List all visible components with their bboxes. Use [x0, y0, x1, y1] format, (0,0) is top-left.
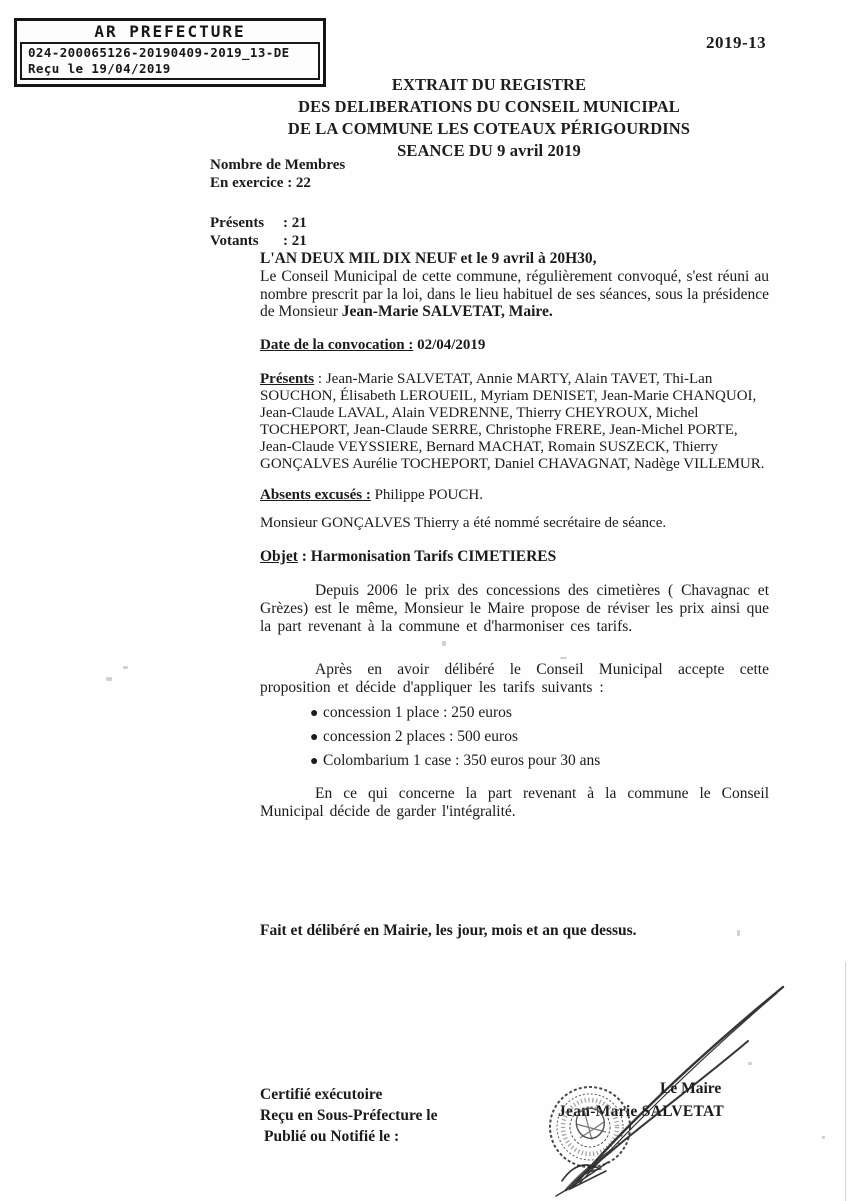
prefecture-stamp-date: Reçu le 19/04/2019	[28, 60, 171, 76]
scan-artifact	[106, 677, 112, 681]
opening-date-line: L'AN DEUX MIL DIX NEUF et le 9 avril à 20H30,	[260, 250, 597, 267]
tariff-item-text: concession 2 places : 500 euros	[323, 728, 518, 745]
subject-text: : Harmonisation Tarifs CIMETIERES	[297, 548, 557, 565]
tariff-item	[310, 701, 600, 725]
subject-label: Objet	[260, 548, 298, 565]
presents-count-value: : 21	[283, 215, 307, 231]
signature-title: Le Maire	[660, 1080, 722, 1097]
presents-count-label: Présents	[210, 215, 265, 231]
prefecture-stamp-title: AR PREFECTURE	[94, 22, 246, 41]
round-seal-stamp	[550, 1087, 630, 1167]
presents-names: : Jean-Marie SALVETAT, Annie MARTY, Alain TAVET, Thi-Lan SOUCHON, Élisabeth LEROUEIL, Myriam DENISET, Jean-Marie CHANQUOI, Jean-Claude LAVAL, Alain VEDRENNE, Thierry CHEYROUX, Michel TOCHEPORT, Jean-Claude SERRE, Christophe FRERE, Jean-Michel PORTE, Jean-Claude VEYSSIERE, Bernard MACHAT, Romain SUSZECK, Thierry GONÇALVES Aurélie TOCHEPORT, Daniel CHAVAGNAT, Nadège VILLEMUR.	[260, 371, 765, 472]
opening-mayor-name: Jean-Marie SALVETAT, Maire.	[341, 303, 553, 321]
scan-artifact	[822, 1136, 825, 1139]
members-votants	[210, 232, 345, 250]
tariff-item	[310, 749, 600, 773]
absents-label: Absents excusés :	[260, 487, 371, 503]
convocation-line	[260, 337, 769, 355]
body-paragraph-1: Depuis 2006 le prix des concessions des cimetières ( Chavagnac et Grèzes) est le même, Monsieur le Maire propose de réviser les prix ainsi que la part revenant à la commune et d'harmoniser ces tarifs.	[260, 582, 769, 635]
scan-artifact	[737, 930, 740, 936]
votants-count-label: Votants	[210, 233, 259, 249]
certified-line: Certifié exécutoire	[260, 1086, 383, 1103]
body-paragraph-2: Après en avoir délibéré le Conseil Municipal accepte cette proposition et décide d'appliquer les tarifs suivants :	[260, 661, 769, 696]
convocation-label: Date de la convocation :	[260, 337, 414, 353]
title-line-4: SEANCE DU 9 avril 2019	[397, 141, 581, 160]
bullet-icon: ●	[310, 754, 319, 769]
document-title	[236, 74, 742, 162]
scan-artifact	[123, 666, 128, 669]
bullet-icon: ●	[310, 730, 319, 745]
members-presents	[210, 214, 345, 232]
tariff-item	[310, 725, 600, 749]
body-paragraph-3: En ce qui concerne la part revenant à la commune le Conseil Municipal décide de garder l'intégralité.	[260, 785, 769, 820]
members-en-exercice: En exercice : 22	[210, 175, 311, 191]
title-line-2: DES DELIBERATIONS DU CONSEIL MUNICIPAL	[298, 97, 680, 116]
subject-line	[260, 548, 769, 566]
signature-name: Jean-Marie SALVETAT	[558, 1103, 725, 1120]
scan-artifact	[560, 657, 567, 659]
scan-artifact	[748, 1062, 752, 1065]
certified-line: Reçu en Sous-Préfecture le	[260, 1107, 438, 1124]
convocation-date: 02/04/2019	[417, 337, 486, 353]
presents-list-paragraph	[260, 371, 769, 473]
certification-block	[260, 1084, 437, 1147]
tariff-item-text: concession 1 place : 250 euros	[323, 704, 512, 721]
prefecture-stamp-code: 024-200065126-20190409-2019_13-DE	[28, 45, 290, 60]
bullet-icon: ●	[310, 706, 319, 721]
presents-label: Présents	[260, 371, 315, 387]
closing-line: Fait et délibéré en Mairie, les jour, mois et an que dessus.	[260, 922, 637, 939]
tariff-list	[310, 701, 600, 773]
votants-count-value: : 21	[283, 233, 307, 249]
members-title: Nombre de Membres	[210, 157, 346, 173]
tariff-item-text: Colombarium 1 case : 350 euros pour 30 ans	[323, 752, 601, 769]
opening-paragraph	[260, 250, 769, 321]
absents-line	[260, 487, 769, 505]
certified-line: Publié ou Notifié le :	[264, 1128, 400, 1145]
opening-body-text: Le Conseil Municipal de cette commune, régulièrement convoqué, s'est réuni au nombre prescrit par la loi, dans le lieu habituel de ses séances, sous la présidence de Monsieur	[260, 267, 769, 321]
secretary-line: Monsieur GONÇALVES Thierry a été nommé secrétaire de séance.	[260, 515, 667, 531]
title-line-3: DE LA COMMUNE LES COTEAUX PÉRIGOURDINS	[287, 119, 691, 138]
absents-name: Philippe POUCH.	[370, 487, 483, 503]
deliberation-number: 2019-13	[706, 33, 767, 52]
scan-edge-line	[845, 962, 846, 1201]
title-line-1: EXTRAIT DU REGISTRE	[391, 75, 587, 94]
members-count-block	[210, 156, 345, 250]
scan-artifact	[442, 641, 446, 646]
